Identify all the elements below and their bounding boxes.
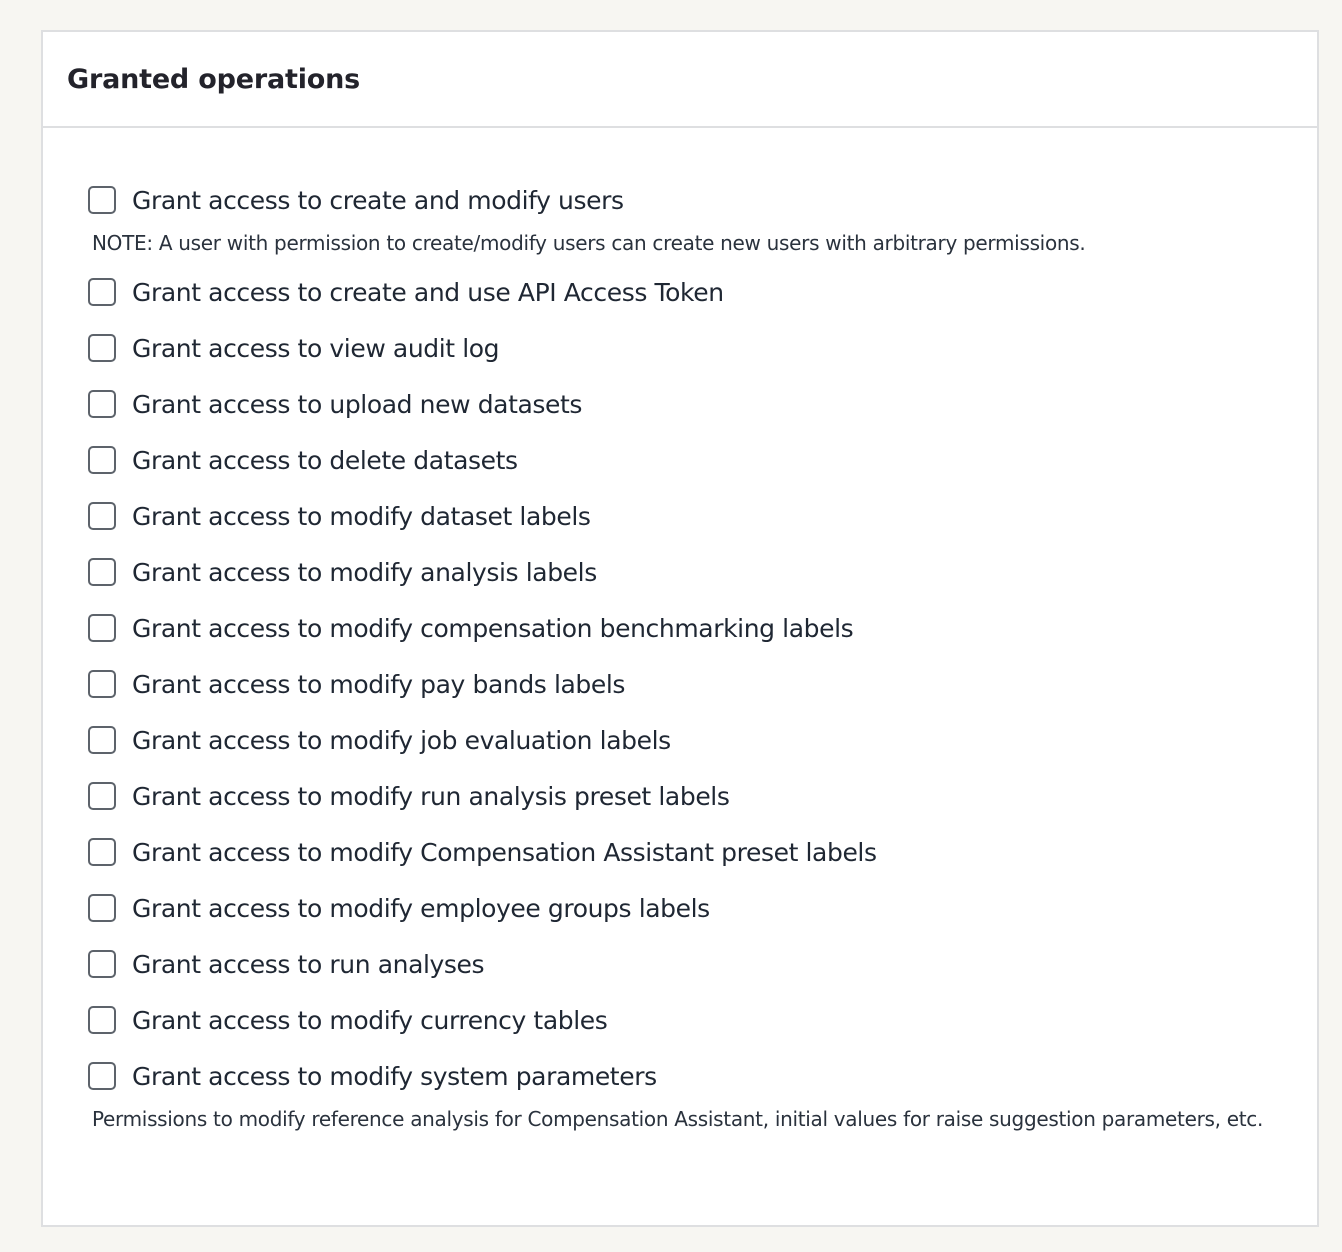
- operation-modify-employee-groups-labels[interactable]: [88, 888, 710, 928]
- operation-label: Grant access to upload new datasets: [132, 389, 583, 419]
- operation-label: Grant access to create and modify users: [132, 185, 624, 215]
- operation-label: Grant access to modify currency tables: [132, 1005, 608, 1035]
- operation-modify-compensation-assistant-preset-labels[interactable]: [88, 832, 877, 872]
- operation-label: Grant access to run analyses: [132, 949, 485, 979]
- checkbox[interactable]: [88, 502, 116, 530]
- operation-run-analyses[interactable]: [88, 944, 484, 984]
- operation-modify-system-parameters[interactable]: [88, 1056, 657, 1096]
- operation-label: Grant access to modify job evaluation labels: [132, 725, 671, 755]
- users-permission-note: NOTE: A user with permission to create/modify users can create new users with arbitrary permissions.: [92, 231, 1086, 255]
- operation-label: Grant access to create and use API Access Token: [132, 277, 724, 307]
- checkbox[interactable]: [88, 894, 116, 922]
- operation-delete-datasets[interactable]: [88, 440, 518, 480]
- checkbox[interactable]: [88, 446, 116, 474]
- panel-header: [43, 32, 1317, 128]
- operation-label: Grant access to modify analysis labels: [132, 557, 597, 587]
- checkbox[interactable]: [88, 390, 116, 418]
- operation-label: Grant access to modify dataset labels: [132, 501, 591, 531]
- checkbox[interactable]: [88, 838, 116, 866]
- checkbox[interactable]: [88, 1062, 116, 1090]
- system-parameters-note: Permissions to modify reference analysis for Compensation Assistant, initial values for raise suggestion parameters, etc.: [92, 1107, 1264, 1131]
- checkbox[interactable]: [88, 782, 116, 810]
- operation-modify-job-evaluation-labels[interactable]: [88, 720, 671, 760]
- operation-create-modify-users[interactable]: [88, 180, 624, 220]
- checkbox[interactable]: [88, 334, 116, 362]
- operation-upload-datasets[interactable]: [88, 384, 582, 424]
- checkbox[interactable]: [88, 950, 116, 978]
- operation-label: Grant access to modify compensation benchmarking labels: [132, 613, 854, 643]
- operation-label: Grant access to modify Compensation Assistant preset labels: [132, 837, 877, 867]
- operation-modify-run-analysis-preset-labels[interactable]: [88, 776, 729, 816]
- operation-label: Grant access to modify employee groups labels: [132, 893, 710, 923]
- operation-label: Grant access to view audit log: [132, 333, 500, 363]
- operation-api-access-token[interactable]: [88, 272, 724, 312]
- operation-view-audit-log[interactable]: [88, 328, 499, 368]
- checkbox[interactable]: [88, 670, 116, 698]
- operation-modify-currency-tables[interactable]: [88, 1000, 607, 1040]
- operation-label: Grant access to modify pay bands labels: [132, 669, 626, 699]
- operation-modify-analysis-labels[interactable]: [88, 552, 597, 592]
- operation-modify-pay-bands-labels[interactable]: [88, 664, 625, 704]
- checkbox[interactable]: [88, 186, 116, 214]
- operation-modify-dataset-labels[interactable]: [88, 496, 591, 536]
- checkbox[interactable]: [88, 726, 116, 754]
- checkbox[interactable]: [88, 278, 116, 306]
- operation-modify-compensation-benchmarking-labels[interactable]: [88, 608, 853, 648]
- checkbox[interactable]: [88, 1006, 116, 1034]
- checkbox[interactable]: [88, 614, 116, 642]
- operation-label: Grant access to modify system parameters: [132, 1061, 657, 1091]
- operation-label: Grant access to modify run analysis preset labels: [132, 781, 730, 811]
- panel-title: Granted operations: [67, 63, 360, 95]
- operation-label: Grant access to delete datasets: [132, 445, 518, 475]
- granted-operations-panel: [41, 30, 1319, 1227]
- checkbox[interactable]: [88, 558, 116, 586]
